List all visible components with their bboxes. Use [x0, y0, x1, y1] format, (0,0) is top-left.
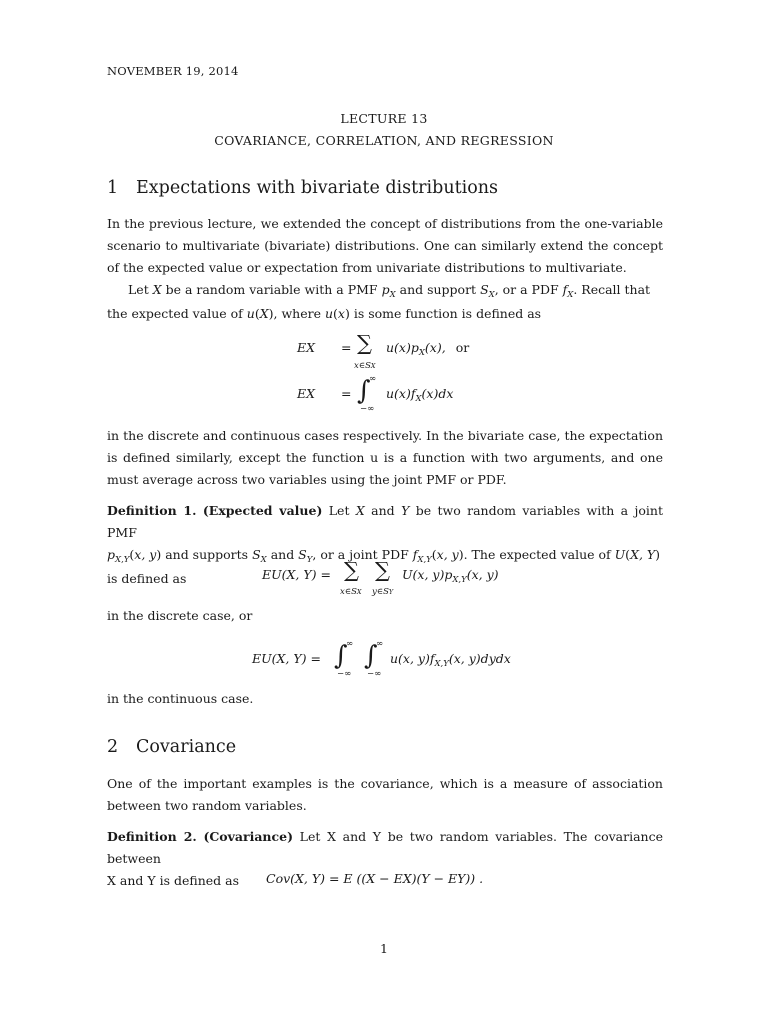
integral-inner-upper: ∞: [376, 639, 384, 649]
text-run: y∈S: [372, 587, 389, 597]
text-run: and: [266, 547, 299, 562]
definition-name: (Expected value): [202, 503, 323, 518]
summation-symbol: ∑: [357, 331, 372, 355]
text-run: Let: [128, 282, 153, 297]
text-run: Let: [322, 503, 356, 518]
text-run: is some function is defined as: [349, 306, 542, 321]
section-2-paragraph-1: One of the important examples is the covariance, which is a measure of association between two random variables.: [107, 776, 663, 813]
text-run: the expected value of: [107, 306, 247, 321]
eq-lhs: EX: [297, 386, 316, 401]
integral-symbol-outer: ∫: [334, 641, 348, 671]
definition-label: Definition 2.: [107, 829, 197, 844]
integral-outer-lower: −∞: [337, 669, 352, 679]
equation-ex-continuous-rhs: $u(x)f_X(x)dx$: [386, 386, 454, 404]
integral-upper-limit: ∞: [369, 374, 377, 384]
definition-label: Definition 1.: [107, 503, 197, 518]
section-1-paragraph-1: In the previous lecture, we extended the concept of distributions from the one-variable scenario to multivariate (bivariate) distributions. One can similarly extend the concept of the expected value or expectation from univariate distributions to multivariate.: [107, 216, 663, 275]
text-run: U(x, y)p: [402, 567, 453, 582]
text-run: , or a joint PDF: [312, 547, 413, 562]
equation-eu-continuous-rhs: u(x, $y)f_{X,Y}(x$, y)dydx: [390, 651, 511, 669]
text-run: (x, y)dydx: [448, 651, 511, 666]
text-run: be a random variable with a PMF: [161, 282, 382, 297]
text-run: , where: [273, 306, 325, 321]
equation-eu-discrete-lhs: EU(X, Y) =: [262, 567, 331, 582]
text-run: Let X and Y be two random variables. The covariance between: [107, 829, 663, 866]
summation-subscript: x∈SX: [354, 361, 376, 371]
text-run: is defined as: [107, 571, 187, 586]
equation-ex-discrete: EX =: [297, 340, 352, 355]
definition-1: Definition 1. (Expected value) Let X and Y be two random variables with a joint PMF $p_{X,Y}(x$, y) and supports $S_X$ and $S_Y$, or a joint PDF $f_{X,Y}(x$, y). The expected value of U(X, Y) is defined as: [107, 503, 663, 586]
section-1-title: Expectations with bivariate distributions: [136, 178, 499, 198]
definition-1-between-text: in the discrete case, or: [107, 608, 253, 623]
text-run: u(x, y)f: [390, 651, 435, 666]
integral-symbol-inner: ∫: [364, 641, 378, 671]
eq-lhs: EX: [297, 340, 316, 355]
text-run: X and Y is defined as: [107, 873, 239, 888]
section-2-title: Covariance: [136, 737, 237, 757]
summation-symbol-x: ∑: [344, 558, 359, 582]
text-run: u(x)p: [386, 340, 419, 355]
section-1-paragraph-3: in the discrete and continuous cases respectively. In the bivariate case, the expectation is defined similarly, except the function u is a function with two arguments, and one must average across two variables using the joint PMF or PDF.: [107, 428, 663, 487]
text-run: be two random variables with a joint PMF: [107, 503, 663, 540]
integral-inner-lower: −∞: [367, 669, 382, 679]
text-run: . The expected value of: [463, 547, 615, 562]
text-run: . Recall that: [573, 282, 651, 297]
equation-eu-discrete-rhs: U(x, $y)p_{X,Y}(x$, y): [402, 567, 499, 585]
equation-eu-continuous-lhs: EU(X, Y) =: [252, 651, 321, 666]
section-2-number: 2: [107, 737, 119, 757]
text-run: (x, y): [466, 567, 499, 582]
text-run: and supports: [161, 547, 253, 562]
lecture-number: LECTURE 13: [340, 111, 428, 126]
text-run: x∈S: [354, 361, 371, 371]
running-header-date: NOVEMBER 19, 2014: [107, 64, 239, 78]
section-1-paragraph-2: Let X be a random variable with a PMF $p_X$ and support $S_X$, or a PDF $f_X$. Recall that the expected value of u(X), where u(x) is some function is defined as: [107, 282, 651, 321]
text-run: (x),: [424, 340, 446, 355]
equation-ex-continuous: EX =: [297, 386, 352, 401]
text-run: and support: [395, 282, 481, 297]
text-run: u(x)f: [386, 386, 416, 401]
integral-symbol: ∫: [357, 376, 371, 406]
summation-symbol-y: ∑: [375, 558, 390, 582]
text-run: , or a PDF: [494, 282, 563, 297]
summation-subscript-x: x∈SX: [340, 587, 362, 597]
integral-lower-limit: −∞: [360, 404, 375, 414]
section-1-number: 1: [107, 178, 119, 198]
text-run: x∈S: [340, 587, 357, 597]
text-run: (x)dx: [421, 386, 454, 401]
summation-subscript-y: y∈SY: [372, 587, 394, 597]
section-2-heading: [107, 737, 236, 757]
lecture-subtitle: COVARIANCE, CORRELATION, AND REGRESSION: [214, 133, 554, 148]
definition-name: (Covariance): [203, 829, 294, 844]
text-run: or: [455, 340, 470, 355]
page-number: 1: [380, 941, 388, 956]
definition-1-after-text: in the continuous case.: [107, 691, 254, 706]
equation-ex-discrete-rhs: $u(x)p_X(x)$, or: [386, 340, 470, 358]
equation-covariance: Cov(X, Y) = E ((X − EX)(Y − EY)) .: [266, 871, 484, 886]
integral-outer-upper: ∞: [346, 639, 354, 649]
section-1-heading: [107, 178, 498, 198]
text-run: and: [364, 503, 402, 518]
